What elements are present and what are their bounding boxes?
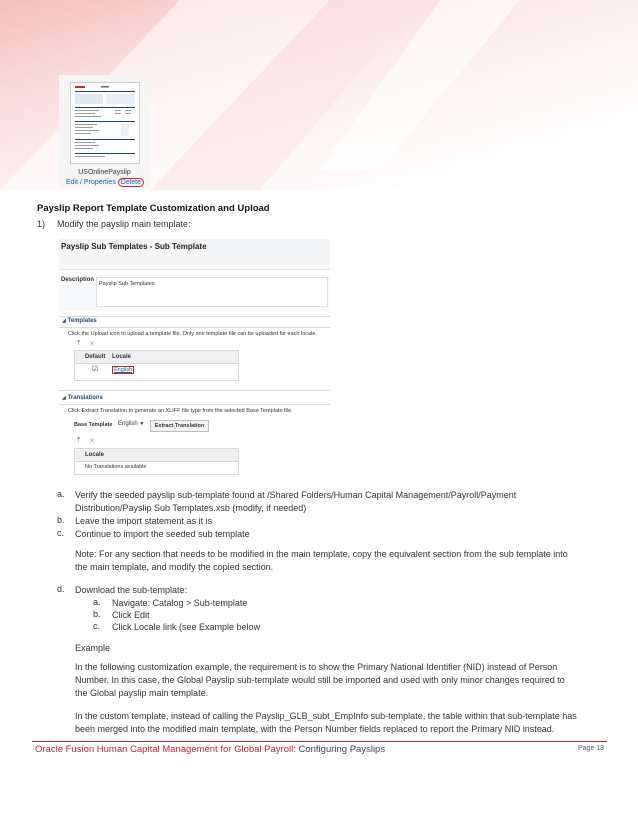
footer-topic: Configuring Payslips <box>298 744 386 755</box>
section-title: Payslip Report Template Customization and Upload <box>37 203 270 214</box>
templates-hint: Click the Upload icon to upload a template file. Only one template file can be uploaded for each locale. <box>68 331 317 337</box>
document-preview-icon <box>71 83 139 163</box>
substep-b-label: b. <box>93 609 101 619</box>
table-row <box>75 462 238 474</box>
base-template-value: English <box>118 421 138 427</box>
footer-brand: Oracle Fusion Human Capital Management for Global Payroll: <box>35 744 296 755</box>
step-d-text: Download the sub-template: <box>75 585 188 595</box>
divider <box>59 404 330 405</box>
step-c-label: c. <box>57 528 65 538</box>
note-paragraph: Note: For any section that needs to be modified in the main template, copy the equivalent section from the sub template into the main template, and modify the copied section. <box>75 549 568 572</box>
base-template-label: Base Template <box>74 422 113 428</box>
extract-translation-button[interactable]: Extract Translation <box>150 420 209 432</box>
example-paragraph-2: In the custom template, instead of calling the Payslip_GLB_subt_EmpInfo sub-template, the table within that sub-template has been merged into the modified main template, with the Person Number fields replaced to report the Primary NID instead. <box>75 711 577 734</box>
example-paragraph-1: In the following customization example, the requirement is to show the Primary National Identifier (NID) instead of Person Number. In this case, the Global Payslip sub-template would still be imported and used with only minor changes required to the Global payslip main template. <box>75 662 565 698</box>
table-row <box>75 364 238 376</box>
edit-link[interactable]: Edit <box>66 179 79 186</box>
templates-table <box>74 350 239 381</box>
column-default: Default <box>85 354 106 360</box>
divider <box>59 327 330 328</box>
template-preview-image[interactable] <box>70 82 140 164</box>
collapse-triangle-icon: ◢ <box>62 318 66 324</box>
substep-c-text: Click Locale link (see Example below <box>112 622 261 632</box>
checkbox-checked-icon[interactable]: ☑ <box>92 366 99 373</box>
upload-icon[interactable]: ⤒ <box>77 437 81 444</box>
templates-table-header <box>75 351 238 364</box>
step-1-number: 1) <box>37 219 46 229</box>
delete-x-icon[interactable]: ✕ <box>89 438 95 445</box>
divider <box>59 390 330 391</box>
step-d-label: d. <box>57 584 65 594</box>
page-number: Page 13 <box>578 745 605 752</box>
translations-table-header <box>75 449 238 462</box>
column-locale: Locale <box>85 452 105 458</box>
example-label: Example <box>75 643 111 653</box>
delete-link[interactable]: Delete <box>118 178 144 187</box>
column-locale: Locale <box>112 354 132 360</box>
description-label: Description <box>61 277 95 283</box>
translations-table <box>74 448 239 475</box>
collapse-triangle-icon: ◢ <box>62 395 66 401</box>
templates-header-label: Templates <box>67 318 97 324</box>
substep-a-label: a. <box>93 597 101 607</box>
templates-section-header[interactable] <box>62 318 97 324</box>
dropdown-arrow-icon: ▼ <box>139 421 145 427</box>
translations-header-label: Translations <box>67 395 103 401</box>
step-a-text: Verify the seeded payslip sub-template found at /Shared Folders/Human Capital Management/Payroll/Payment Distribution/Payslip Sub Templates.xsb (modify, if needed) <box>75 490 517 513</box>
description-field[interactable]: Payslip Sub Templates <box>96 277 328 307</box>
substep-b-text: Click Edit <box>112 610 150 620</box>
locale-link-english[interactable]: English <box>114 367 133 373</box>
base-template-select[interactable] <box>118 421 144 427</box>
step-a-label: a. <box>57 489 65 499</box>
screenshot-title-bar <box>59 239 330 270</box>
step-b-text: Leave the import statement as it is <box>75 516 213 526</box>
translations-section-header[interactable] <box>62 395 103 401</box>
substep-c-label: c. <box>93 621 101 631</box>
step-c-text: Continue to import the seeded sub template <box>75 529 250 539</box>
empty-message: No Translations available <box>85 464 147 470</box>
template-file-name: USOnlinePayslip <box>78 169 131 176</box>
footer-title <box>35 744 385 755</box>
delete-x-icon[interactable]: ✕ <box>89 341 95 348</box>
properties-link[interactable]: Properties <box>83 179 116 186</box>
translations-hint: Click Extract Translation to generate an XLIFF file type from the selected Base Template file. <box>68 408 293 414</box>
screenshot-page-title: Payslip Sub Templates - Sub Template <box>61 242 207 251</box>
step-1-text: Modify the payslip main template: <box>57 219 191 229</box>
step-b-label: b. <box>57 515 65 525</box>
thumbnail-actions <box>66 178 144 187</box>
action-separator: / <box>80 179 82 186</box>
upload-icon[interactable]: ⤒ <box>77 340 81 347</box>
template-thumbnail-card <box>59 75 150 187</box>
sub-template-screenshot <box>59 239 330 477</box>
substep-a-text: Navigate: Catalog > Sub-template <box>112 598 248 608</box>
divider <box>59 316 330 317</box>
description-row <box>59 275 330 311</box>
footer-rule <box>32 741 607 742</box>
